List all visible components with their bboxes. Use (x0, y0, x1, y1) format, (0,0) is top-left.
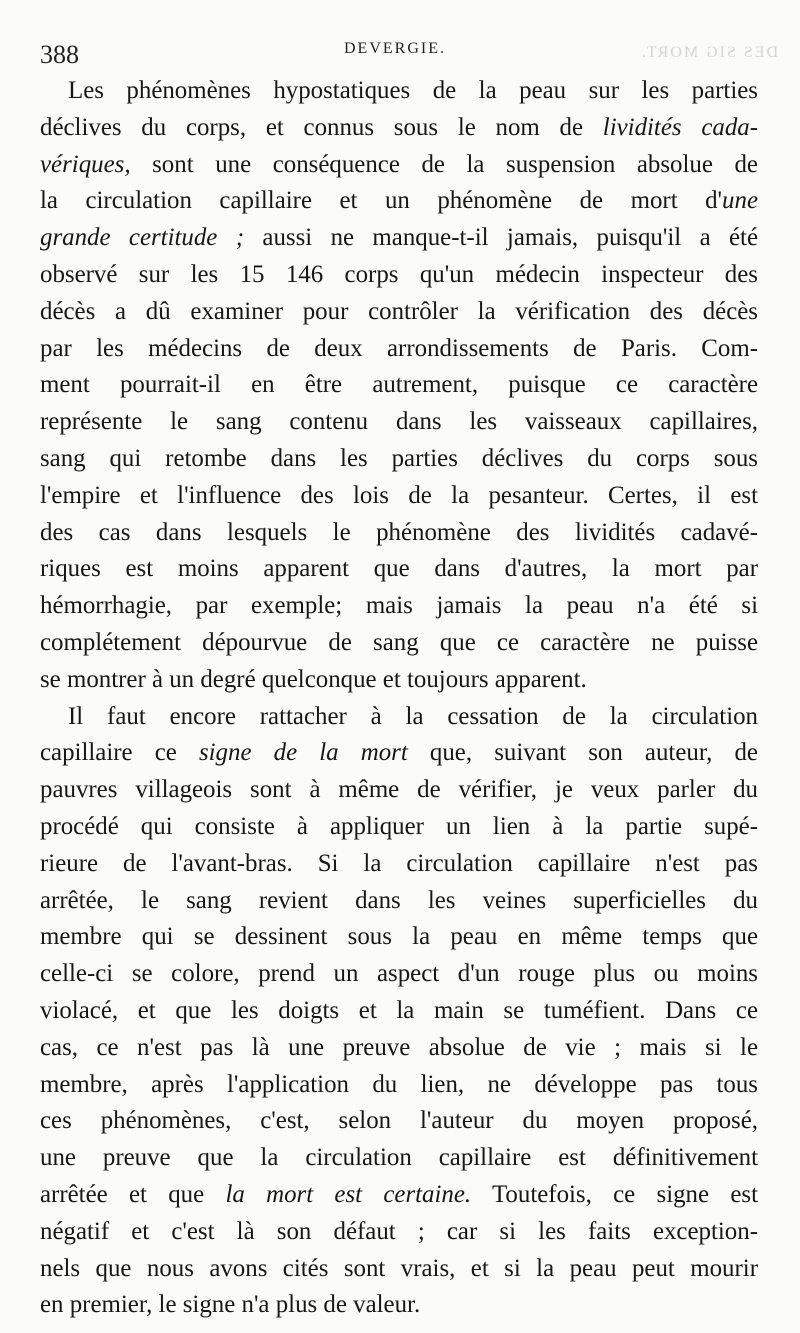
text-segment: négatif et c'est là son défaut ; car si les faits exception- (40, 1217, 758, 1245)
text-segment: cas, ce n'est pas là une preuve absolue de vie ; mais si le (40, 1033, 758, 1061)
text-segment: nels que nous avons cités sont vrais, et si la peau peut mourir (40, 1254, 758, 1282)
text-line (40, 1103, 758, 1140)
text-segment: procédé qui consiste à appliquer un lien à la partie supé- (40, 812, 758, 840)
text-segment: Les phénomènes hypostatiques de la peau sur les parties (68, 77, 758, 104)
paragraph-container (40, 73, 758, 1324)
italic-text: signe de la mort (198, 739, 408, 767)
text-line (40, 588, 758, 625)
text-segment: membre, après l'application du lien, ne développe pas tous (40, 1070, 758, 1098)
text-segment: que, suivant son auteur, de (407, 739, 758, 767)
text-line (40, 220, 758, 257)
text-segment: ces phénomènes, c'est, selon l'auteur du moyen proposé, (40, 1107, 758, 1135)
text-segment: violacé, et que les doigts et la main se tuméfient. Dans ce (40, 996, 758, 1024)
paragraph (40, 699, 758, 1325)
text-line (40, 1214, 758, 1251)
text-line (40, 515, 758, 552)
text-line (40, 404, 758, 441)
text-line (40, 919, 758, 956)
text-line (40, 110, 758, 147)
running-head: DEVERGIE. (344, 40, 446, 57)
text-line (40, 883, 758, 920)
text-line (40, 846, 758, 883)
text-segment: celle-ci se colore, prend un aspect d'un rouge plus ou moins (40, 960, 758, 988)
text-line (40, 331, 758, 368)
text-line (40, 772, 758, 809)
text-line (40, 441, 758, 478)
text-segment: ment pourrait-il en être autrement, puisque ce caractère (40, 371, 758, 399)
text-line (40, 1251, 758, 1288)
text-line (40, 1287, 758, 1324)
italic-text: lividités cada- (602, 113, 758, 141)
text-line (40, 147, 758, 184)
text-line (40, 1067, 758, 1104)
text-line (40, 73, 758, 110)
text-line (40, 625, 758, 662)
text-line (40, 956, 758, 993)
text-line (40, 809, 758, 846)
text-line (40, 478, 758, 515)
text-line (40, 183, 758, 220)
text-segment: la circulation capillaire et un phénomène de mort d' (40, 187, 723, 215)
text-segment: en premier, le signe n'a plus de valeur. (40, 1291, 421, 1319)
text-line (40, 993, 758, 1030)
text-segment: déclives du corps, et connus sous le nom de (40, 113, 603, 141)
text-line (40, 1177, 758, 1214)
italic-text: grande certitude ; (40, 224, 245, 252)
text-segment: sang qui retombe dans les parties déclives du corps sous (40, 444, 758, 472)
text-segment: observé sur les 15 146 corps qu'un médecin inspecteur des (40, 260, 758, 288)
text-segment: décès a dû examiner pour contrôler la vérification des décès (40, 297, 758, 325)
page-number: 388 (40, 40, 79, 69)
text-segment: membre qui se dessinent sous la peau en même temps que (40, 923, 758, 951)
text-line (40, 699, 758, 736)
text-segment: sont une conséquence de la suspension absolue de (130, 150, 758, 178)
text-line (40, 735, 758, 772)
italic-text: une (722, 187, 758, 215)
text-segment: une preuve que la circulation capillaire est définitivement (40, 1144, 758, 1172)
text-segment: des cas dans lesquels le phénomène des lividités cadavé- (40, 518, 758, 546)
text-segment: pauvres villageois sont à même de vérifier, je veux parler du (40, 776, 758, 804)
text-segment: aussi ne manque-t-il jamais, puisqu'il a été (244, 224, 758, 252)
text-line (40, 367, 758, 404)
text-segment: arrêtée, le sang revient dans les veines superficielles du (40, 886, 758, 914)
text-line (40, 257, 758, 294)
text-line (40, 551, 758, 588)
text-line (40, 662, 758, 699)
italic-text: vériques, (40, 150, 131, 178)
text-segment: par les médecins de deux arrondissements de Paris. Com- (40, 334, 758, 362)
text-segment: arrêtée et que (40, 1180, 226, 1208)
body-text (40, 73, 758, 1319)
text-segment: hémorrhagie, par exemple; mais jamais la peau n'a été si (40, 592, 758, 620)
text-line (40, 1140, 758, 1177)
italic-text: la mort est certaine. (225, 1180, 472, 1208)
text-segment: Il faut encore rattacher à la cessation de la circulation (68, 702, 758, 730)
text-segment: représente le sang contenu dans les vaisseaux capillaires, (40, 408, 758, 436)
page-header (40, 30, 760, 74)
text-line (40, 1030, 758, 1067)
text-segment: capillaire ce (40, 739, 199, 767)
text-segment: se montrer à un degré quelconque et toujours apparent. (40, 665, 587, 693)
paragraph (40, 73, 758, 699)
text-segment: Toutefois, ce signe est (471, 1180, 758, 1208)
text-segment: rieure de l'avant-bras. Si la circulation capillaire n'est pas (40, 849, 758, 877)
text-segment: l'empire et l'influence des lois de la pesanteur. Certes, il est (40, 481, 758, 509)
text-segment: riques est moins apparent que dans d'autres, la mort par (40, 555, 758, 583)
bleed-through-text: DES SIG MORT. (639, 44, 778, 61)
text-segment: complétement dépourvue de sang que ce caractère ne puisse (40, 628, 758, 656)
text-line (40, 294, 758, 331)
